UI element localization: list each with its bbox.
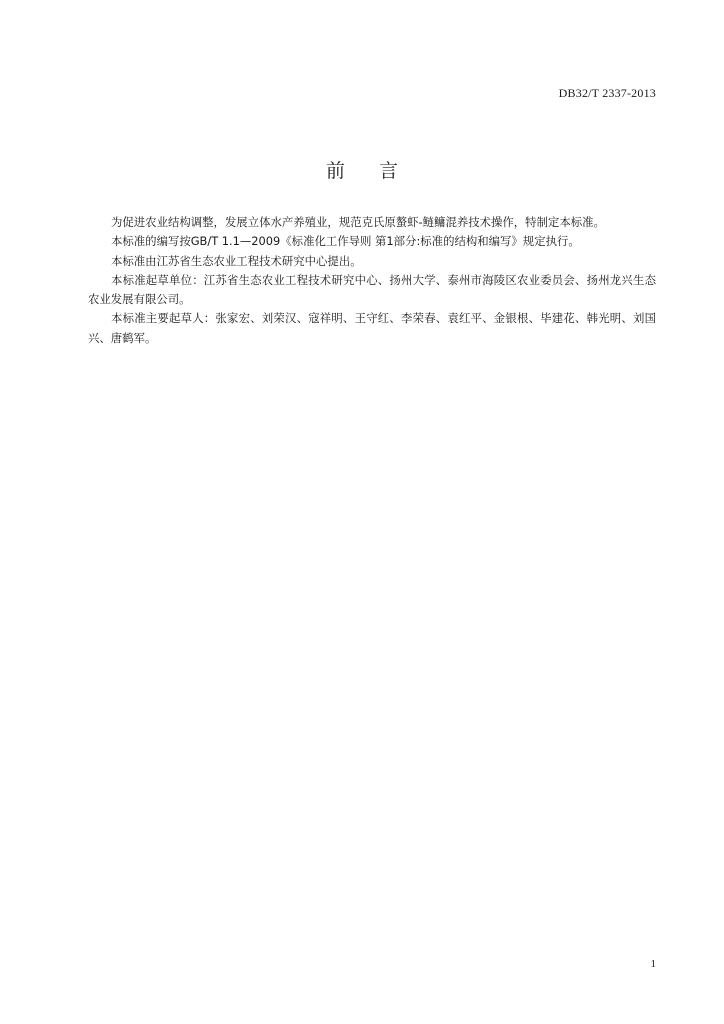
paragraph-drafting-units: 本标准起草单位：江苏省生态农业工程技术研究中心、扬州大学、泰州市海陵区农业委员会、扬州龙兴生态农业发展有限公司。 xyxy=(88,272,656,307)
page-title: 前言 xyxy=(325,160,432,182)
foreword-body xyxy=(88,213,656,348)
paragraph-proposer: 本标准由江苏省生态农业工程技术研究中心提出。 xyxy=(111,253,362,268)
document-code: DB32/T 2337-2013 xyxy=(558,86,656,100)
paragraph-purpose: 为促进农业结构调整，发展立体水产养殖业，规范克氏原螯虾-鲢鳙混养技术操作，特制定本标准。 xyxy=(111,215,605,229)
paragraph-drafters: 本标准主要起草人：张家宏、刘荣汉、寇祥明、王守红、李荣春、袁红平、金银根、毕建花、韩光明、刘国兴、唐鹤军。 xyxy=(88,311,656,345)
paragraph-drafting-rules: 本标准的编写按GB/T 1.1—2009《标准化工作导则 第1部分:标准的结构和编写》规定执行。 xyxy=(111,234,580,249)
page-number: 1 xyxy=(650,958,656,970)
